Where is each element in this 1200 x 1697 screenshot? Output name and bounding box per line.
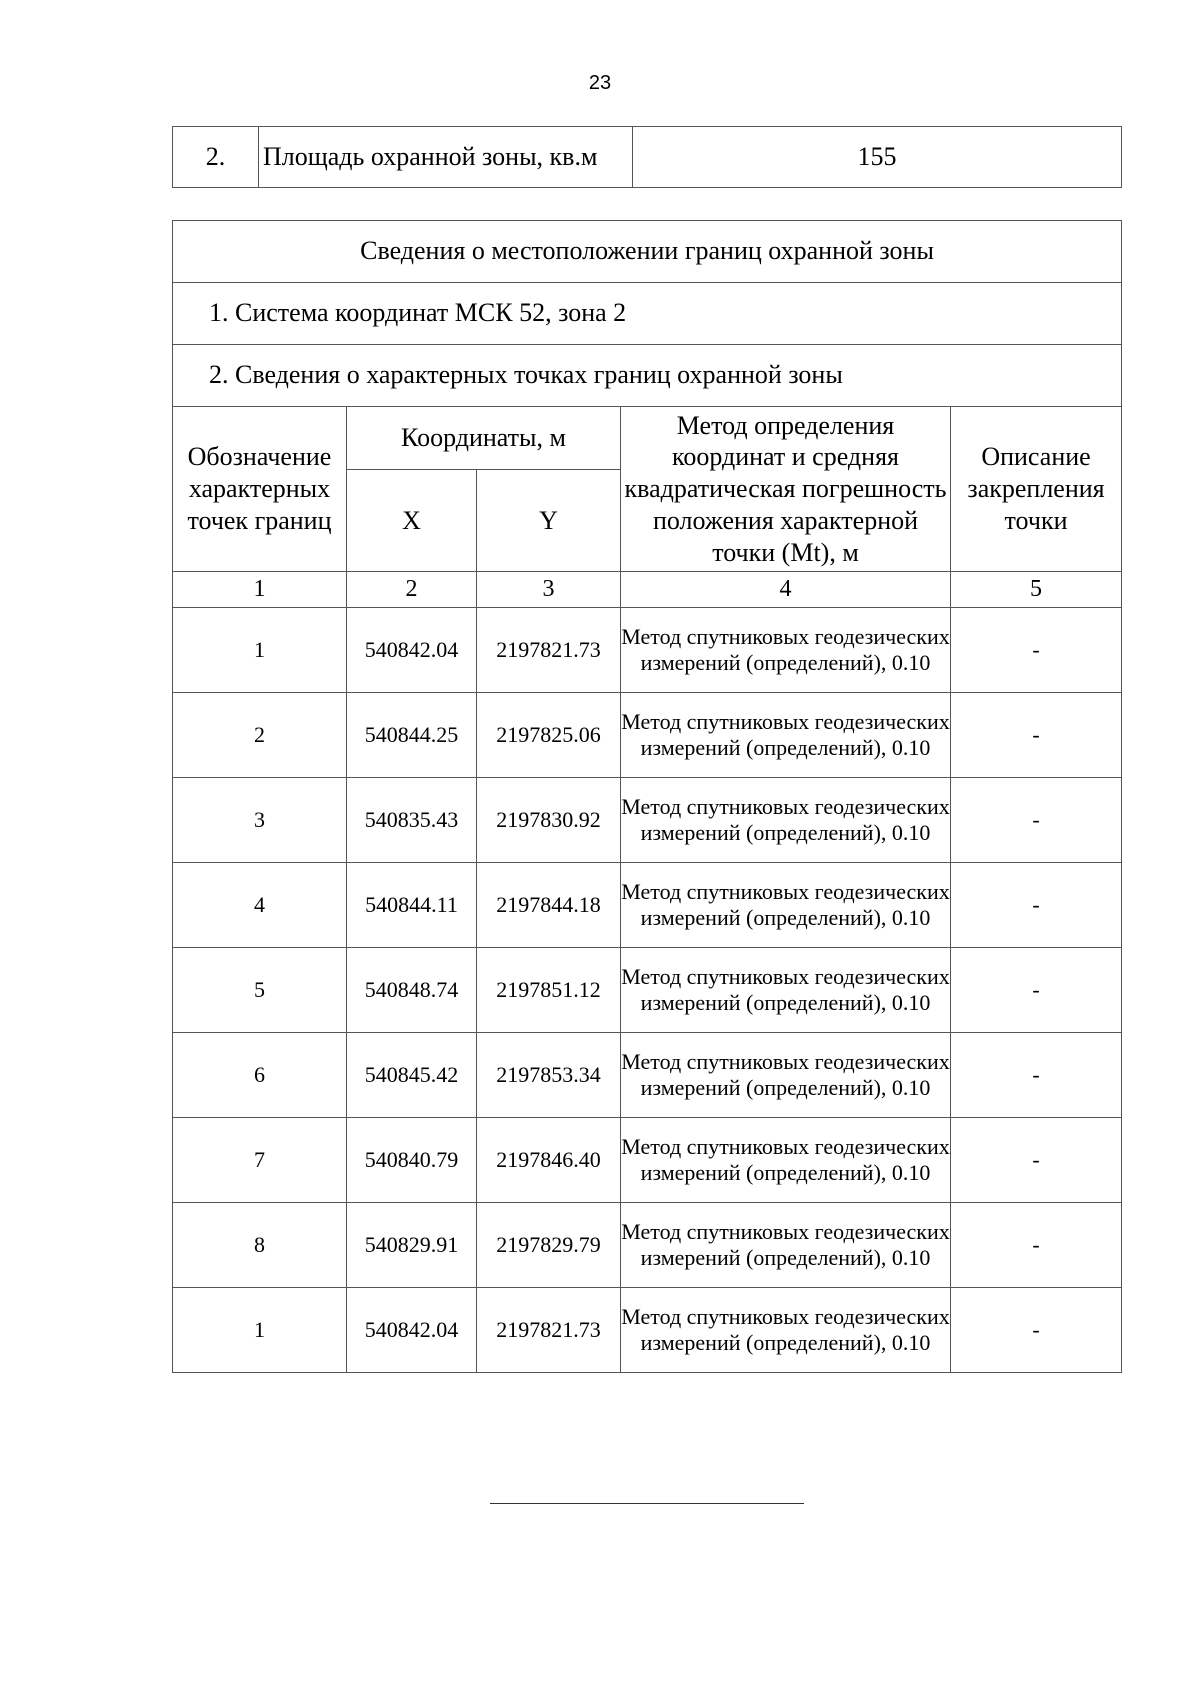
area-row (173, 127, 1122, 188)
coord-system: 1. Система координат МСК 52, зона 2 (173, 283, 1122, 345)
point-id: 8 (173, 1203, 347, 1288)
x-coordinate: 540835.43 (347, 778, 477, 863)
fixing-description: - (951, 778, 1122, 863)
table-row (173, 948, 1122, 1033)
table-row (173, 608, 1122, 693)
header-coordinates: Координаты, м (347, 407, 621, 470)
x-coordinate: 540842.04 (347, 608, 477, 693)
method: Метод спутниковых геодезических измерений (определений), 0.10 (621, 1203, 951, 1288)
column-number: 3 (477, 572, 621, 608)
table-row (173, 863, 1122, 948)
header-fixing-description: Описание закрепления точки (951, 407, 1122, 572)
table-row (173, 1203, 1122, 1288)
header-x: X (347, 470, 477, 572)
table-row (173, 778, 1122, 863)
column-number: 5 (951, 572, 1122, 608)
header-method: Метод определения координат и средняя квадратическая погрешность положения характерной точки (Mt), м (621, 407, 951, 572)
header-point-designation: Обозначение характерных точек границ (173, 407, 347, 572)
column-number: 1 (173, 572, 347, 608)
method: Метод спутниковых геодезических измерений (определений), 0.10 (621, 1033, 951, 1118)
fixing-description: - (951, 1118, 1122, 1203)
y-coordinate: 2197853.34 (477, 1033, 621, 1118)
fixing-description: - (951, 1203, 1122, 1288)
y-coordinate: 2197851.12 (477, 948, 621, 1033)
method: Метод спутниковых геодезических измерений (определений), 0.10 (621, 778, 951, 863)
y-coordinate: 2197821.73 (477, 1288, 621, 1373)
coord-system-row (173, 283, 1122, 345)
y-coordinate: 2197829.79 (477, 1203, 621, 1288)
x-coordinate: 540829.91 (347, 1203, 477, 1288)
x-coordinate: 540848.74 (347, 948, 477, 1033)
boundary-table (172, 220, 1122, 1373)
column-number: 2 (347, 572, 477, 608)
y-coordinate: 2197825.06 (477, 693, 621, 778)
points-section-title: 2. Сведения о характерных точках границ охранной зоны (173, 345, 1122, 407)
table-row (173, 1033, 1122, 1118)
column-number: 4 (621, 572, 951, 608)
page-number: 23 (588, 72, 612, 94)
table-row (173, 1118, 1122, 1203)
fixing-description: - (951, 1288, 1122, 1373)
point-id: 4 (173, 863, 347, 948)
area-value: 155 (633, 127, 1122, 188)
y-coordinate: 2197830.92 (477, 778, 621, 863)
boundary-title-row (173, 221, 1122, 283)
point-id: 2 (173, 693, 347, 778)
x-coordinate: 540844.25 (347, 693, 477, 778)
method: Метод спутниковых геодезических измерений (определений), 0.10 (621, 1288, 951, 1373)
header-y: Y (477, 470, 621, 572)
table-row (173, 1288, 1122, 1373)
point-id: 1 (173, 1288, 347, 1373)
fixing-description: - (951, 1033, 1122, 1118)
column-number-row (173, 572, 1122, 608)
x-coordinate: 540845.42 (347, 1033, 477, 1118)
boundary-title: Сведения о местоположении границ охранной зоны (173, 221, 1122, 283)
method: Метод спутниковых геодезических измерений (определений), 0.10 (621, 1118, 951, 1203)
point-id: 6 (173, 1033, 347, 1118)
method: Метод спутниковых геодезических измерений (определений), 0.10 (621, 693, 951, 778)
area-label: Площадь охранной зоны, кв.м (259, 127, 633, 188)
method: Метод спутниковых геодезических измерений (определений), 0.10 (621, 948, 951, 1033)
area-table (172, 126, 1122, 188)
y-coordinate: 2197846.40 (477, 1118, 621, 1203)
x-coordinate: 540840.79 (347, 1118, 477, 1203)
y-coordinate: 2197821.73 (477, 608, 621, 693)
y-coordinate: 2197844.18 (477, 863, 621, 948)
x-coordinate: 540842.04 (347, 1288, 477, 1373)
footnote-separator (490, 1503, 804, 1504)
fixing-description: - (951, 693, 1122, 778)
point-id: 5 (173, 948, 347, 1033)
method: Метод спутниковых геодезических измерений (определений), 0.10 (621, 608, 951, 693)
point-id: 7 (173, 1118, 347, 1203)
fixing-description: - (951, 863, 1122, 948)
area-index: 2. (173, 127, 259, 188)
fixing-description: - (951, 948, 1122, 1033)
point-id: 1 (173, 608, 347, 693)
points-section-row (173, 345, 1122, 407)
header-row-1 (173, 407, 1122, 470)
point-id: 3 (173, 778, 347, 863)
x-coordinate: 540844.11 (347, 863, 477, 948)
fixing-description: - (951, 608, 1122, 693)
method: Метод спутниковых геодезических измерений (определений), 0.10 (621, 863, 951, 948)
table-row (173, 693, 1122, 778)
